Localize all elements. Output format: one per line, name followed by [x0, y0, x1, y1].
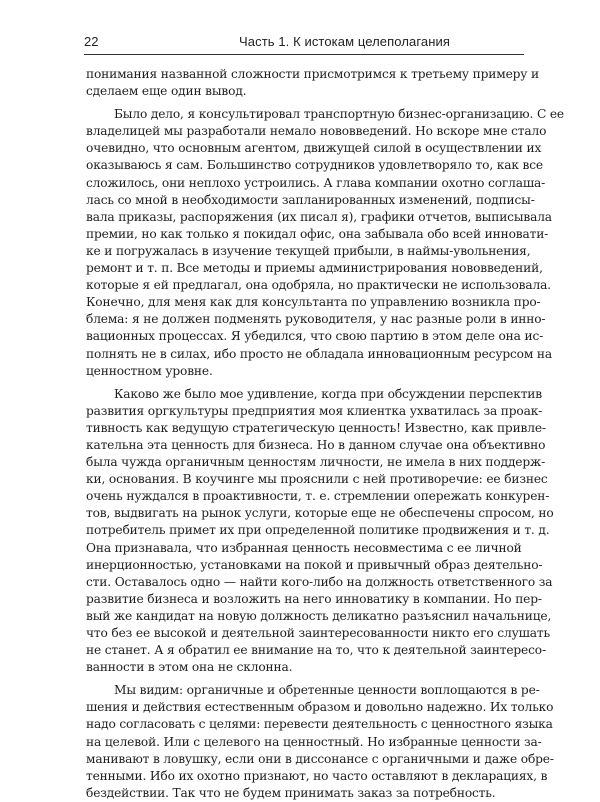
- text-line: шения и действия естественным образом и довольно надежно. Их только: [86, 700, 554, 715]
- text-line: премии, но как только я покидал офис, она забывала обо всей инновати-: [86, 226, 549, 241]
- text-line: ванности в этом она не склонна.: [86, 660, 293, 675]
- text-line: не станет. А я обратил ее внимание на то, что к деятельной заинтересо-: [86, 643, 546, 658]
- text-line: бездействии. Так что не будем принимать заказ за потребность.: [86, 785, 496, 800]
- text-line: вала приказы, распоряжения (их писал я), графики отчетов, выписывала: [86, 209, 552, 224]
- text-line: вационных процессах. Я убедился, что свою партию в этом деле она ис-: [86, 329, 544, 344]
- text-line: развитие бизнеса и возложить на него инноватику в компании. Но пер-: [86, 591, 542, 606]
- text-line: что без ее высокой и деятельной заинтересованности никто его слушать: [86, 626, 550, 640]
- paragraph: [86, 386, 554, 677]
- text-line: оказываюсь я сам. Большинство сотрудников удовлетворяло то, как все: [86, 158, 543, 173]
- text-line: на целевой. Или с целевого на ценностный. Но избранные ценности за-: [86, 734, 542, 749]
- text-line: Конечно, для меня как для консультанта по управлению возникла про-: [86, 295, 541, 310]
- text-line: сделаем еще один вывод.: [86, 84, 247, 99]
- text-line: лась со мной в необходимости запланированных изменений, подписы-: [86, 192, 535, 207]
- text-line: надо согласовать с целями: перевести деятельность с ценностного языка: [86, 717, 553, 732]
- text-line: очевидно, что основным агентом, движущей силой в осуществлении их: [86, 141, 542, 156]
- text-line: вый же кандидат на новую должность деликатно разъяснил начальнице,: [86, 608, 552, 623]
- text-line: которые я ей предлагал, она одобряла, но практически не использовала.: [86, 278, 551, 293]
- text-line: Мы видим: органичные и обретенные ценности воплощаются в ре-: [114, 683, 540, 698]
- paragraph: [86, 66, 539, 100]
- paragraph: [86, 106, 564, 380]
- text-line: сложилось, они неплохо устроились. А глава компании охотно соглаша-: [86, 175, 546, 190]
- text-line: инерционностью, установками на покой и привычный образ деятельно-: [86, 557, 543, 572]
- text-line: манивают в ловушку, если они в диссонансе с органичными и даже обре-: [86, 751, 554, 766]
- text-line: владелицей мы разработали немало нововведений. Но вскоре мне стало: [86, 124, 547, 139]
- running-title: Часть 1. К истокам целеполагания: [239, 34, 451, 49]
- text-line: ремонт и т. п. Все методы и приемы администрирования нововведений,: [86, 261, 543, 276]
- text-line: тивность как ведущую стратегическую ценность! Известно, как привле-: [86, 420, 546, 435]
- body-text: [86, 66, 564, 802]
- text-line: ке и погружалась в изучение текущей прибыли, в наймы-увольнения,: [86, 243, 531, 258]
- running-header: [84, 32, 524, 55]
- text-line: блема: я не должен подменять руководителя, у нас разные роли в инно-: [86, 312, 546, 327]
- text-line: потребитель примет их при определенной политике продвижения и т. д.: [86, 523, 550, 538]
- text-line: Каково же было мое удивление, когда при обсуждении перспектив: [114, 386, 542, 401]
- text-line: Было дело, я консультировал транспортную бизнес-организацию. С ее: [114, 107, 564, 122]
- text-line: ки, основания. В коучинге мы прояснили с ней противоречие: ее бизнес: [86, 472, 548, 487]
- text-line: очень нуждался в проактивности, т. е. стремлении опережать конкурен-: [86, 489, 550, 504]
- text-line: Она признавала, что избранная ценность несовместима с ее личной: [86, 540, 522, 555]
- text-line: тов, выдвигать на рынок услуги, которые еще не обеспечены спросом, но: [86, 506, 554, 521]
- text-line: была чужда органичным ценностям личности, не имела в них поддерж-: [86, 455, 546, 470]
- text-line: развития оргкультуры предприятия моя клиентка ухватилась за проак-: [86, 403, 543, 418]
- text-line: понимания названной сложности присмотримся к третьему примеру и: [86, 67, 539, 81]
- text-line: сти. Оставалось одно — найти кого-либо на должность ответственного за: [86, 574, 553, 589]
- text-line: полнять не в силах, ибо просто не обладала инновационным ресурсом на: [86, 346, 552, 361]
- text-line: ценностном уровне.: [86, 363, 213, 378]
- paragraph: [86, 682, 554, 802]
- text-line: тенными. Ибо их охотно признают, но часто оставляют в декларациях, в: [86, 768, 548, 783]
- text-line: кательна эта ценность для бизнеса. Но в данном случае она объективно: [86, 437, 546, 452]
- page-number: 22: [84, 34, 99, 49]
